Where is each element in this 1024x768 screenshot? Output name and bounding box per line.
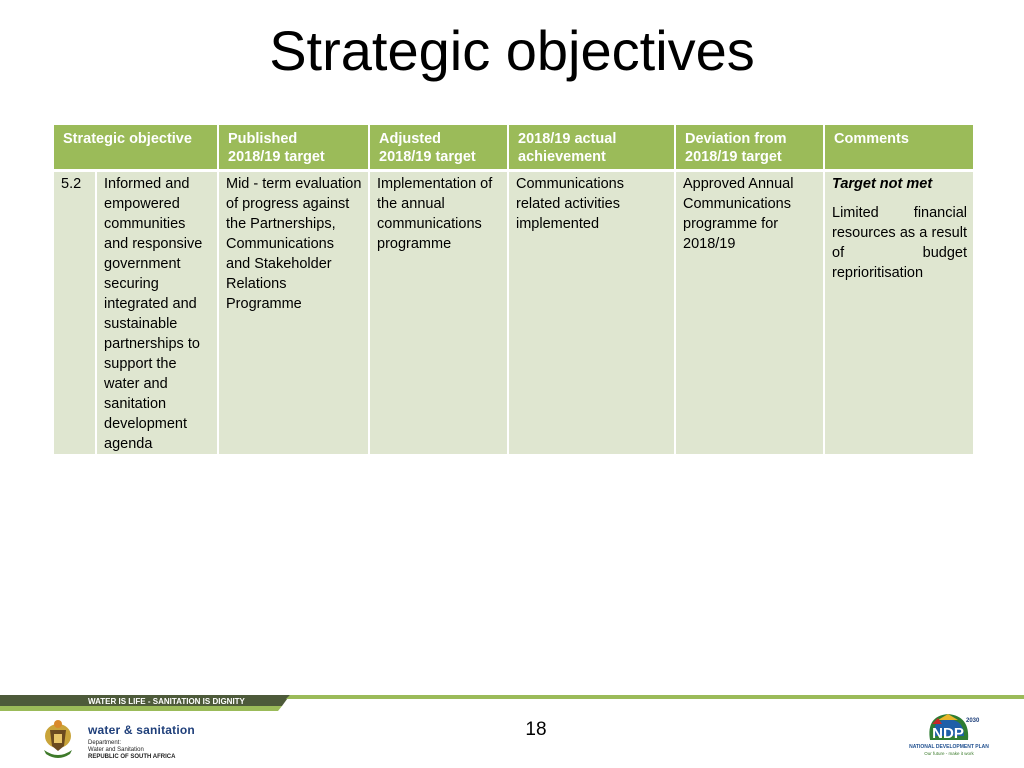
header-actual-achievement-label: 2018/19 actual achievement <box>518 131 617 165</box>
department-line-1: Department: <box>88 740 122 746</box>
department-branding <box>88 723 195 761</box>
objectives-table <box>52 123 975 456</box>
cell-published-target: Mid - term evaluation of progress against the Partnerships, Communications and Stakeholder Relations Programme <box>218 171 369 456</box>
ndp-year: 2030 <box>966 718 980 724</box>
header-comments: Comments <box>824 124 974 171</box>
header-published-target-label: Published 2018/19 target <box>228 131 325 165</box>
header-published-target <box>218 124 369 171</box>
ndp-tagline: Our future - make it work <box>924 751 974 756</box>
slide-title: Strategic objectives <box>269 19 755 82</box>
header-strategic-objective: Strategic objective <box>53 124 218 171</box>
department-name: water & sanitation <box>88 723 195 737</box>
header-adjusted-target <box>369 124 508 171</box>
department-line-3: REPUBLIC OF SOUTH AFRICA <box>88 754 176 760</box>
coat-of-arms-logo <box>36 716 86 766</box>
comment-status: Target not met <box>832 176 933 192</box>
header-actual-achievement <box>508 124 675 171</box>
ndp-caption: NATIONAL DEVELOPMENT PLAN <box>909 744 989 750</box>
ndp-logo <box>908 710 990 746</box>
cell-adjusted-target: Implementation of the annual communications programme <box>369 171 508 456</box>
cell-actual-achievement: Communications related activities implemented <box>508 171 675 456</box>
header-deviation-label: Deviation from 2018/19 target <box>685 131 787 165</box>
comment-text: Limited financial resources as a result of budget reprioritisation <box>832 205 967 281</box>
department-line-2: Water and Sanitation <box>88 747 144 753</box>
cell-objective-number: 5.2 <box>53 171 96 456</box>
header-deviation <box>675 124 824 171</box>
cell-deviation: Approved Annual Communications programme for 2018/19 <box>675 171 824 456</box>
cell-comments <box>824 171 974 456</box>
header-adjusted-target-label: Adjusted 2018/19 target <box>379 131 476 165</box>
page-number: 18 <box>525 719 547 740</box>
footer-banner-text: WATER IS LIFE - SANITATION IS DIGNITY <box>88 697 245 706</box>
footer-banner <box>0 692 1024 714</box>
table-header-row <box>53 124 974 171</box>
cell-objective-text: Informed and empowered communities and responsive government securing integrated and sustainable partnerships to support the water and sanitation development agenda <box>96 171 218 456</box>
ndp-logo-text: NDP <box>932 725 964 742</box>
table-row <box>53 171 974 456</box>
